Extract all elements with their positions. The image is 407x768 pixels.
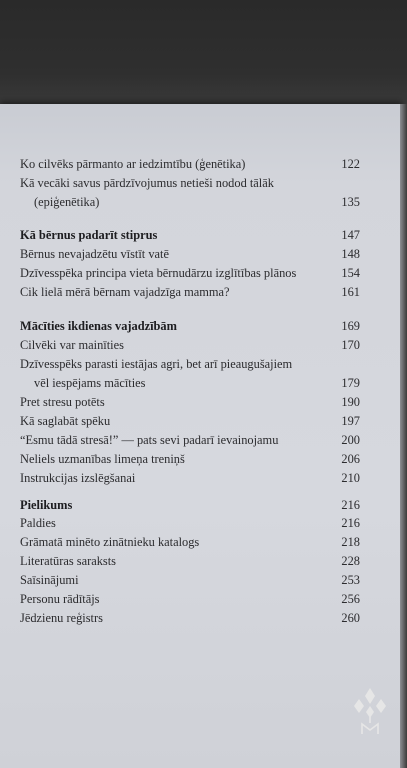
- toc-entry-page: 122: [341, 157, 360, 171]
- toc-entry-page: 253: [341, 573, 360, 587]
- toc-entry-title: Bērnus nevajadzētu vīstīt vatē: [20, 247, 169, 261]
- toc-entry-page: 148: [341, 247, 360, 261]
- publisher-logo-icon: [350, 686, 390, 736]
- toc-entry-page: 260: [341, 611, 360, 625]
- toc-entry-page: 197: [341, 414, 360, 428]
- book-page: [0, 104, 402, 768]
- toc-entry-page: 179: [341, 376, 360, 390]
- toc-entry-page: 200: [341, 433, 360, 447]
- toc-entry-title: (epiģenētika): [34, 195, 100, 209]
- toc-entry-page: 210: [341, 471, 360, 485]
- toc-entry-title: Neliels uzmanības limeņa treniņš: [20, 452, 185, 466]
- toc-entry-title: Ko cilvēks pārmanto ar iedzimtību (ģenētika): [20, 157, 246, 171]
- toc-heading-page: 169: [341, 319, 360, 333]
- toc-entry-title: Dzīvesspēka principa vieta bērnudārzu izglītības plānos: [20, 266, 297, 280]
- toc-heading-page: 216: [341, 498, 360, 512]
- toc-entry-title: Grāmatā minēto zinātnieku katalogs: [20, 535, 200, 549]
- toc-entry-title: Saīsinājumi: [20, 573, 79, 587]
- photo-background: [0, 0, 407, 106]
- toc-entry-page: 154: [341, 266, 360, 280]
- toc-entry-page: 218: [341, 535, 360, 549]
- toc-entry-page: 228: [341, 554, 360, 568]
- toc-entry-page: 206: [341, 452, 360, 466]
- toc-entry-title: Instrukcijas izslēgšanai: [20, 471, 136, 485]
- page-edge-shadow: [400, 104, 407, 768]
- toc-entry-page: 135: [341, 195, 360, 209]
- toc-heading-title: Kā bērnus padarīt stiprus: [20, 228, 158, 242]
- toc-entry-page: 190: [341, 395, 360, 409]
- toc-entry-title: Cilvēki var mainīties: [20, 338, 124, 352]
- toc-entry-title: Pret stresu potēts: [20, 395, 105, 409]
- toc-entry-title: vēl iespējams mācīties: [34, 376, 146, 390]
- toc-entry-title: Personu rādītājs: [20, 592, 100, 606]
- toc-entry-page: 256: [341, 592, 360, 606]
- toc-entry-title: Jēdzienu reģistrs: [20, 611, 103, 625]
- toc-entry-title: Cik lielā mērā bērnam vajadzīga mamma?: [20, 285, 230, 299]
- toc-heading-page: 147: [341, 228, 360, 242]
- toc-heading-title: Pielikums: [20, 498, 73, 512]
- toc-entry-title: Literatūras saraksts: [20, 554, 116, 568]
- toc-entry-page: 161: [341, 285, 360, 299]
- toc-entry-title: Kā saglabāt spēku: [20, 414, 111, 428]
- toc-heading-title: Mācīties ikdienas vajadzībām: [20, 319, 177, 333]
- toc-entry-title: “Esmu tādā stresā!” — pats sevi padarī ievainojamu: [20, 433, 279, 447]
- toc-entry-title: Paldies: [20, 516, 56, 530]
- toc-entry-title: Dzīvesspēks parasti iestājas agri, bet arī pieaugušajiem: [20, 357, 293, 371]
- toc-entry-page: 170: [341, 338, 360, 352]
- toc-entry-page: 216: [341, 516, 360, 530]
- toc-entry-title: Kā vecāki savus pārdzīvojumus netieši nodod tālāk: [20, 176, 274, 190]
